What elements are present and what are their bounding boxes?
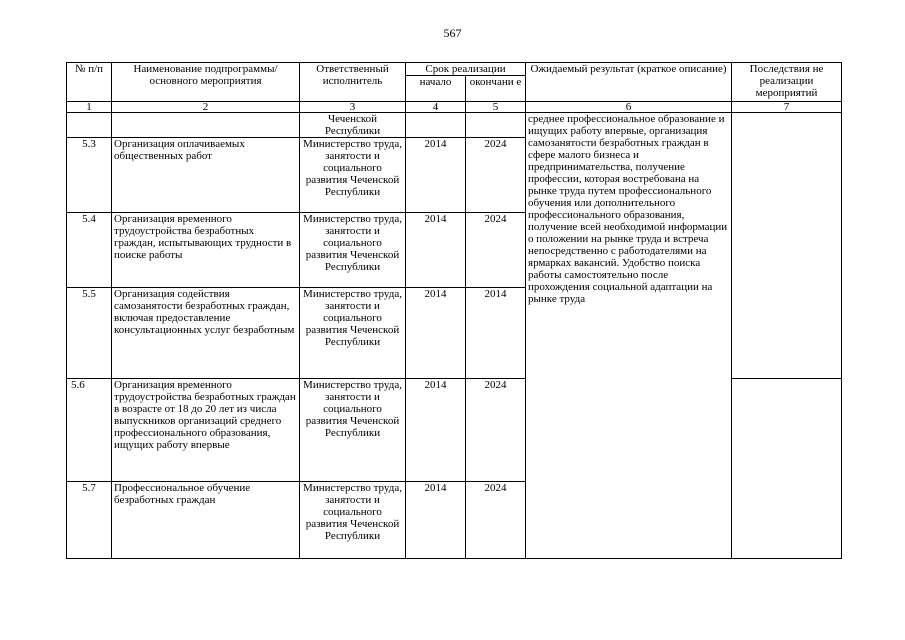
column-number: 3 bbox=[300, 102, 406, 113]
column-number: 4 bbox=[406, 102, 466, 113]
row-executor: Министерство труда, занятости и социального развития Чеченской Республики bbox=[300, 379, 406, 482]
row-name: Организация содействия самозанятости безработных граждан, включая предоставление консультационных услуг безработным bbox=[112, 288, 300, 379]
header-result: Ожидаемый результат (краткое описание) bbox=[526, 63, 732, 102]
row-executor: Министерство труда, занятости и социального развития Чеченской Республики bbox=[300, 482, 406, 559]
row-num: 5.4 bbox=[67, 213, 112, 288]
column-number: 5 bbox=[466, 102, 526, 113]
row-num: 5.6 bbox=[67, 379, 112, 482]
program-table bbox=[66, 62, 842, 559]
row-end: 2024 bbox=[466, 213, 526, 288]
row-num: 5.7 bbox=[67, 482, 112, 559]
header-end: окончани е bbox=[466, 76, 526, 102]
header-num: № п/п bbox=[67, 63, 112, 102]
row-name: Профессиональное обучение безработных граждан bbox=[112, 482, 300, 559]
row-num: 5.5 bbox=[67, 288, 112, 379]
header-executor: Ответственный исполнитель bbox=[300, 63, 406, 102]
row-start: 2014 bbox=[406, 482, 466, 559]
consequences-cell-2 bbox=[732, 379, 842, 559]
row-start bbox=[406, 113, 466, 138]
row-name: Организация временного трудоустройства безработных граждан в возрасте от 18 до 20 лет из числа выпускников организаций среднего профессионального образования, ищущих работу впервые bbox=[112, 379, 300, 482]
column-number: 6 bbox=[526, 102, 732, 113]
row-executor: Чеченской Республики bbox=[300, 113, 406, 138]
column-number: 1 bbox=[67, 102, 112, 113]
row-name: Организация временного трудоустройства безработных граждан, испытывающих трудности в поиске работы bbox=[112, 213, 300, 288]
row-executor: Министерство труда, занятости и социального развития Чеченской Республики bbox=[300, 288, 406, 379]
row-end: 2024 bbox=[466, 138, 526, 213]
row-start: 2014 bbox=[406, 138, 466, 213]
consequences-cell-1 bbox=[732, 113, 842, 379]
row-name bbox=[112, 113, 300, 138]
header-period: Срок реализации bbox=[406, 63, 526, 76]
header-name: Наименование подпрограммы/ основного мероприятия bbox=[112, 63, 300, 102]
row-start: 2014 bbox=[406, 213, 466, 288]
row-end: 2014 bbox=[466, 288, 526, 379]
column-number: 7 bbox=[732, 102, 842, 113]
row-start: 2014 bbox=[406, 288, 466, 379]
expected-result-cell: среднее профессиональное образование и ищущих работу впервые, организация самозанятости безработных граждан в сфере малого бизнеса и предпринимательства, получение профессии, которая востребована на рынке труда путем профессионального обучения или дополнительного профессионального образования, получение всей необходимой информации о положении на рынке труда и встреча непосредственно с работодателями на ярмарках вакансий. Удобство поиска работы самостоятельно после прохождения социальной адаптации на рынке труда bbox=[526, 113, 732, 559]
header-row bbox=[67, 63, 842, 76]
row-name: Организация оплачиваемых общественных работ bbox=[112, 138, 300, 213]
row-end bbox=[466, 113, 526, 138]
row-start: 2014 bbox=[406, 379, 466, 482]
column-number-row bbox=[67, 102, 842, 113]
header-start: начало bbox=[406, 76, 466, 102]
table-row-continuation bbox=[67, 113, 842, 138]
row-num: 5.3 bbox=[67, 138, 112, 213]
column-number: 2 bbox=[112, 102, 300, 113]
row-executor: Министерство труда, занятости и социального развития Чеченской Республики bbox=[300, 213, 406, 288]
page-number: 567 bbox=[443, 26, 462, 40]
row-num bbox=[67, 113, 112, 138]
row-end: 2024 bbox=[466, 482, 526, 559]
row-executor: Министерство труда, занятости и социального развития Чеченской Республики bbox=[300, 138, 406, 213]
row-end: 2024 bbox=[466, 379, 526, 482]
header-consequences: Последствия не реализации мероприятий bbox=[732, 63, 842, 102]
